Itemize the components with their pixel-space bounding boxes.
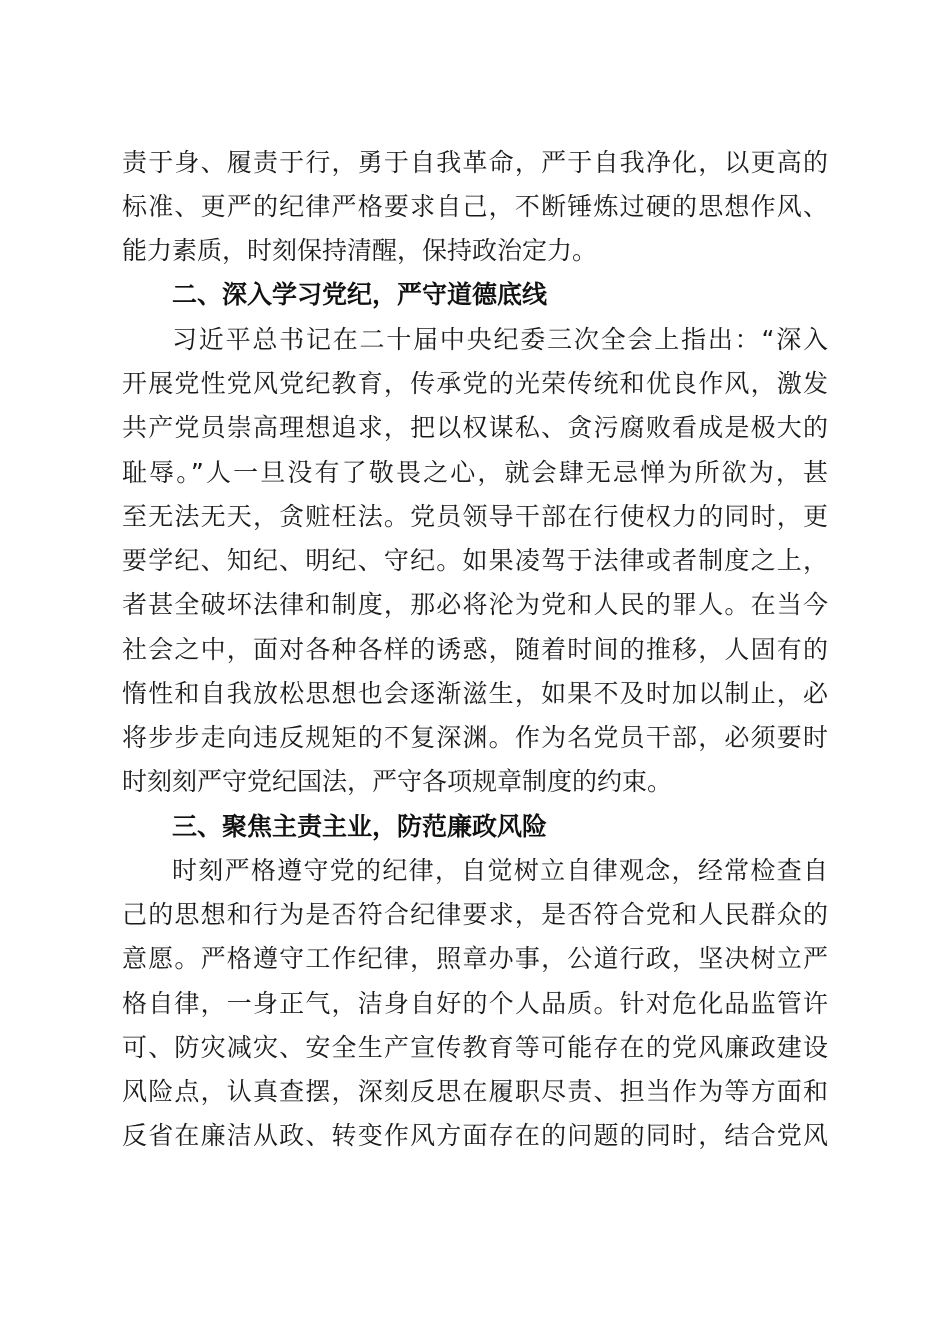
paragraph-2-line-8: 社会之中，面对各种各样的诱惑，随着时间的推移，人固有的	[122, 635, 828, 664]
paragraph-1-line-1: 责于身、履责于行，勇于自我革命，严于自我净化，以更高的	[122, 148, 828, 177]
paragraph-2-line-5: 至无法无天，贪赃枉法。党员领导干部在行使权力的同时，更	[122, 502, 828, 531]
section-heading-2: 二、深入学习党纪，严守道德底线	[172, 280, 548, 309]
paragraph-3-line-4: 格自律，一身正气，洁身自好的个人品质。针对危化品监管许	[122, 989, 828, 1018]
paragraph-2-line-2: 开展党性党风党纪教育，传承党的光荣传统和优良作风，激发	[122, 369, 828, 398]
paragraph-3-line-1: 时刻严格遵守党的纪律，自觉树立自律观念，经常检查自	[172, 856, 828, 885]
paragraph-1-line-3: 能力素质，时刻保持清醒，保持政治定力。	[122, 236, 598, 265]
paragraph-3-line-3: 意愿。严格遵守工作纪律，照章办事，公道行政，坚决树立严	[122, 944, 828, 973]
paragraph-2-line-1: 习近平总书记在二十届中央纪委三次全会上指出：“深入	[172, 325, 828, 354]
paragraph-3-line-2: 己的思想和行为是否符合纪律要求，是否符合党和人民群众的	[122, 900, 828, 929]
paragraph-2-line-7: 者甚全破坏法律和制度，那必将沦为党和人民的罪人。在当今	[122, 590, 828, 619]
paragraph-2-line-9: 惰性和自我放松思想也会逐渐滋生，如果不及时加以制止，必	[122, 679, 828, 708]
paragraph-2-line-10: 将步步走向违反规矩的不复深渊。作为名党员干部，必须要时	[122, 723, 828, 752]
paragraph-3-line-7: 反省在廉洁从政、转变作风方面存在的问题的同时，结合党风	[122, 1121, 828, 1150]
section-heading-3: 三、聚焦主责主业，防范廉政风险	[172, 812, 548, 841]
paragraph-2-line-11: 时刻刻严守党纪国法，严守各项规章制度的约束。	[122, 767, 673, 796]
paragraph-3-line-5: 可、防灾减灾、安全生产宣传教育等可能存在的党风廉政建设	[122, 1033, 828, 1062]
paragraph-1-line-2: 标准、更严的纪律严格要求自己，不断锤炼过硬的思想作风、	[122, 192, 828, 221]
paragraph-2-line-4: 耻辱。”人一旦没有了敬畏之心，就会肆无忌惮为所欲为，甚	[122, 458, 828, 487]
paragraph-2-line-3: 共产党员崇高理想追求，把以权谋私、贪污腐败看成是极大的	[122, 413, 828, 442]
paragraph-2-line-6: 要学纪、知纪、明纪、守纪。如果凌驾于法律或者制度之上，	[122, 546, 828, 575]
paragraph-3-line-6: 风险点，认真查摆，深刻反思在履职尽责、担当作为等方面和	[122, 1077, 828, 1106]
